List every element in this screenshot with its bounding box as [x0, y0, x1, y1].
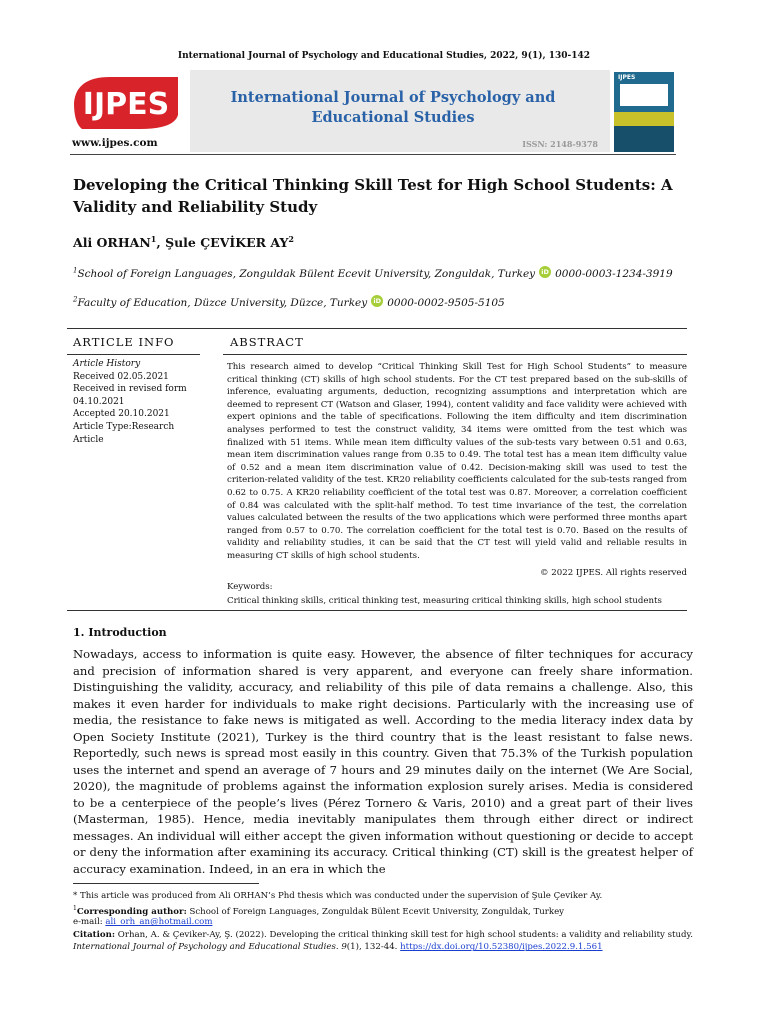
section-heading-introduction: 1. Introduction	[73, 626, 167, 639]
author-1: Ali ORHAN	[73, 235, 151, 251]
orcid-id[interactable]: 0000-0003-1234-3919	[555, 268, 673, 280]
doi-link[interactable]: https://dx.doi.org/10.52380/ijpes.2022.9.1.561	[400, 942, 603, 953]
journal-cover-thumbnail	[614, 72, 674, 152]
introduction-text: Nowadays, access to information is quite easy. However, the absence of filter techniques for accuracy and precision of information shared is very apparent, and everyone can freely share information. Distinguishing the validity, accuracy, and reliability of this pile of data remains a challenge. Also, this makes it even harder for individuals to make right decisions. Particularly with the increasing use of media, the resistance to fake news is mitigated as well. According to the media literacy index data by Open Society Institute (2021), Turkey is the third country that is the least resistant to false news. Reportedly, such news is spread most easily in this country. Given that 75.3% of the Turkish population uses the internet and spend an average of 7 hours and 29 minutes daily on the internet (We Are Social, 2020), the magnitude of problems against the information explosion surely arises. Media is considered to be a centerpiece of the people’s lives (Pérez Tornero & Varis, 2010) and a great part of their lives (Masterman, 1985). Hence, media inevitably manipulates them through either direct or indirect messages. An individual will either accept the given information without questioning or decide to accept or deny the information after examining its accuracy. Critical thinking (CT) skill is the greatest helper of accuracy examination. Indeed, in an era in which the	[73, 647, 693, 876]
footnote-thesis: * This article was produced from Ali ORHAN’s Phd thesis which was conducted under the supervision of Şule Çeviker Ay.	[73, 891, 603, 901]
affiliation-1: $^1$School of Foreign Languages, Zonguldak Bülent Ecevit University, Zonguldak, Turkey iD 0000-0003-1234-3919	[73, 266, 673, 280]
cover-label: IJPES	[618, 74, 636, 81]
abstract-rule	[223, 354, 687, 355]
footnote-rule	[73, 883, 259, 884]
issn: ISSN: 2148-9378	[522, 139, 598, 149]
copyright: © 2022 IJPES. All rights reserved	[539, 568, 687, 578]
abstract-text: This research aimed to develop “Critical Thinking Skill Test for High School Students” to measure critical thinking (CT) skills of high school students. For the CT test prepared based on the sub-skills of inference, evaluating arguments, deduction, recognizing assumptions and interpretation which are deemed to represent CT (Watson and Glaser, 1994), content validity and face validity were achieved with expert opinions and the table of specifications. Following the item difficulty and item discrimination analyses performed to test the construct validity, 34 items were omitted from the test which was finalized with 51 items. While mean item difficulty values of the sub-tests vary between 0.51 and 0.63, mean item discrimination values range from 0.35 to 0.49. The total test has a mean item difficulty value of 0.52 and a mean item discrimination value of 0.42. Decision-making skill was used to test the criterion-related validity of the test. KR20 reliability coefficients calculated for the sub-tests ranged from 0.62 to 0.75. A KR20 reliability coefficient of the total test was 0.87. Moreover, a correlation coefficient of 0.84 was calculated with the split-half method. To test time invariance of the test, the correlation values calculated between the results of the two applications which were performed three months apart ranged from 0.57 to 0.70. The correlation coefficient for the total test is 0.70. Based on the results of validity and reliability studies, it can be said that the CT test will yield valid and reliable results in measuring CT skills of high school students.	[227, 362, 687, 561]
orcid-icon[interactable]: iD	[539, 266, 551, 278]
orcid-icon[interactable]: iD	[371, 295, 383, 307]
running-header: International Journal of Psychology and Educational Studies, 2022, 9(1), 130-142	[177, 51, 591, 61]
journal-name: International Journal of Psychology and Educational Studies	[230, 89, 556, 126]
orcid-id[interactable]: 0000-0002-9505-5105	[387, 297, 505, 309]
article-info-rule	[67, 354, 200, 355]
journal-website-link[interactable]: www.ijpes.com	[72, 137, 158, 149]
abstract-heading: ABSTRACT	[230, 335, 304, 349]
citation: Citation: Orhan, A. & Çeviker-Ay, Ş. (2022). Developing the critical thinking skill test for high school students: a validity and reliability study. International Journal of Psychology and Educational Studies. 9(1), 132-44. https://dx.doi.org/10.52380/ijpes.2022.9.1.561	[73, 930, 693, 953]
author-2: Şule ÇEVİKER AY	[165, 235, 289, 251]
paper-title: Developing the Critical Thinking Skill Test for High School Students: A Validity and Reliability Study	[73, 176, 673, 216]
email-link[interactable]: ali_orh_an@hotmail.com	[105, 917, 213, 927]
footnote-corresponding: $^1$Corresponding author: School of Foreign Languages, Zonguldak Bülent Ecevit University, Zonguldak, Turkey	[73, 905, 565, 917]
author-list: Ali ORHAN$^1$, Şule ÇEVİKER $AY^2$	[73, 234, 294, 251]
article-history: Article History Received 02.05.2021 Received in revised form 04.10.2021 Accepted 20.10.2021 Article Type:Research Article	[73, 359, 187, 445]
keywords: Critical thinking skills, critical thinking test, measuring critical thinking skills, high school students	[227, 596, 662, 606]
section-divider	[67, 328, 687, 329]
header-divider	[70, 154, 676, 155]
logo-text: IJPES	[82, 87, 170, 122]
keywords-label: Keywords:	[227, 582, 273, 592]
article-info-heading: ARTICLE INFO	[73, 335, 175, 349]
abstract-bottom-rule	[67, 610, 687, 611]
journal-logo	[70, 73, 182, 133]
affiliation-2: $^2$Faculty of Education, Düzce University, Düzce, Turkey iD 0000-0002-9505-5105	[73, 295, 505, 309]
footnote-email: e-mail: ali_orh_an@hotmail.com	[73, 917, 213, 927]
